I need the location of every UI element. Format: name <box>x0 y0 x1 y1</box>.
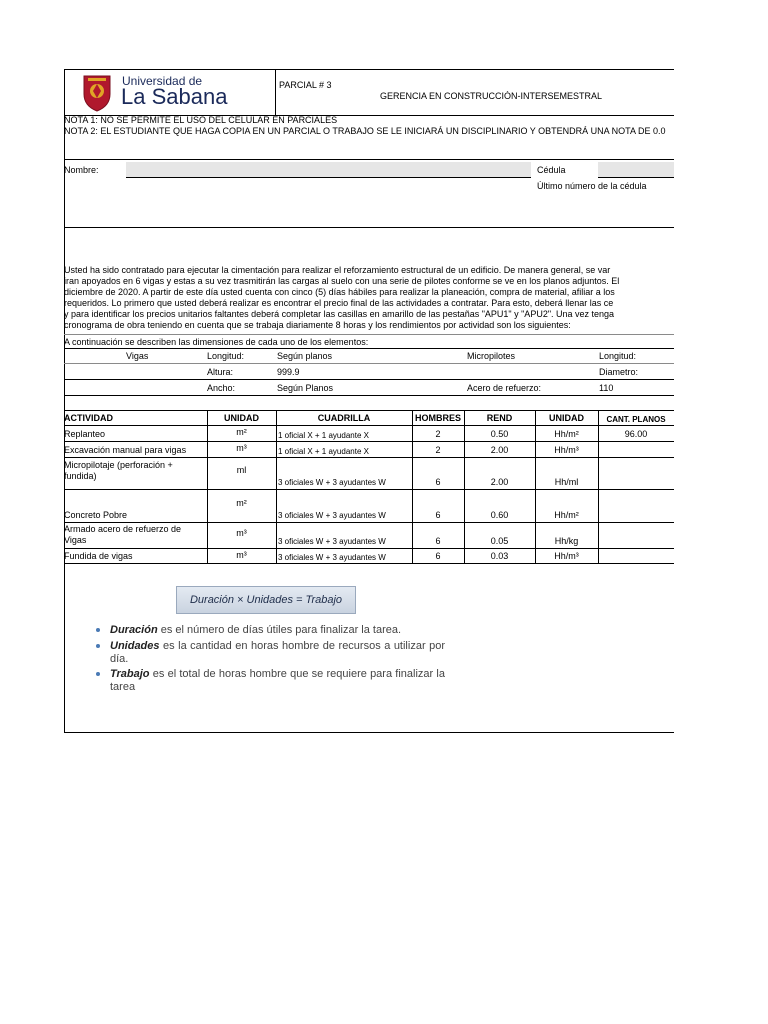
cell-rend: 2.00 <box>490 445 509 455</box>
table-rule <box>64 410 674 411</box>
cell-unidad2: Hh/m² <box>554 429 579 439</box>
cell-actividad: Armado acero de refuerzo de Vigas <box>64 524 182 545</box>
cell-actividad: Concreto Pobre <box>64 510 128 520</box>
university-logo <box>82 73 232 113</box>
header-cant-planos: CANT. PLANOS <box>606 415 666 424</box>
table-rule <box>64 457 674 458</box>
header-hombres: HOMBRES <box>414 413 461 423</box>
bullet-text <box>110 624 445 637</box>
logo-line1: Universidad de <box>122 74 203 88</box>
cell-hombres: 6 <box>435 536 441 546</box>
bullet-dot <box>96 644 100 648</box>
dimensions-rule <box>64 395 674 396</box>
university-crest-icon <box>82 74 112 112</box>
ancho-label: Ancho: <box>207 383 236 393</box>
parcial-label: PARCIAL # 3 <box>279 80 332 90</box>
cell-unidad: m³ <box>236 550 247 560</box>
cell-unidad2: Hh/m² <box>554 510 579 520</box>
cell-cuadrilla: 1 oficial X + 1 ayudante X <box>278 431 369 440</box>
header-actividad: ACTIVIDAD <box>64 413 113 423</box>
paragraph-bottom-border <box>64 334 674 335</box>
cell-rend: 0.05 <box>490 536 509 546</box>
cell-rend: 0.50 <box>490 429 509 439</box>
cedula-label: Cédula <box>537 165 566 175</box>
acero-value: 110 <box>599 383 614 393</box>
paragraph-line: y para identificar los precios unitarios faltantes deberá completar las casillas en amarillo de las pestañas "APU1" y "APU2". Una vez tenga <box>64 309 615 319</box>
cell-rend: 2.00 <box>490 477 509 487</box>
header-divider <box>275 69 276 115</box>
bullet-unidades <box>96 640 446 668</box>
cell-actividad: Micropilotaje (perforación + fundida) <box>64 460 173 481</box>
header-cuadrilla: CUADRILLA <box>317 413 371 423</box>
nombre-input[interactable] <box>126 162 531 178</box>
dimensions-rule <box>64 348 674 349</box>
header-rend: REND <box>486 413 513 423</box>
header-unidad2: UNIDAD <box>549 413 584 423</box>
table-rule <box>64 522 674 523</box>
bullet-text <box>110 640 445 666</box>
cell-cuadrilla: 3 oficiales W + 3 ayudantes W <box>278 553 386 562</box>
nota-1: NOTA 1: NO SE PERMITE EL USO DEL CELULAR EN PARCIALES <box>64 115 338 125</box>
logo-line2: La Sabana <box>121 84 228 109</box>
paragraph-line: Usted ha sido contratado para ejecutar la cimentación para realizar el reforzamiento estructural de un edificio. De manera general, se var <box>64 265 611 275</box>
cell-unidad: m² <box>236 498 247 508</box>
ultimo-numero-label: Último número de la cédula <box>537 181 647 191</box>
micropilotes-label: Micropilotes <box>467 351 516 361</box>
bullet-dot <box>96 628 100 632</box>
cell-unidad2: Hh/m³ <box>554 551 579 561</box>
table-rule <box>64 563 674 564</box>
cell-actividad: Excavación manual para vigas <box>64 445 187 455</box>
altura-value: 999.9 <box>277 367 300 377</box>
table-rule <box>64 548 674 549</box>
dimensions-intro: A continuación se describen las dimensiones de cada uno de los elementos: <box>64 337 369 347</box>
sheet-bottom-border <box>64 732 674 733</box>
course-title: GERENCIA EN CONSTRUCCIÓN-INTERSEMESTRAL <box>380 91 603 101</box>
cell-cuadrilla: 3 oficiales W + 3 ayudantes W <box>278 478 386 487</box>
cell-unidad2: Hh/kg <box>554 536 579 546</box>
cell-cuadrilla: 3 oficiales W + 3 ayudantes W <box>278 537 386 546</box>
header-unidad: UNIDAD <box>224 413 259 423</box>
bullet-rest: es la cantidad en horas hombre de recursos a utilizar por día. <box>110 640 445 665</box>
bullet-rest: es el número de días útiles para finalizar la tarea. <box>157 624 402 636</box>
student-bottom-border <box>64 227 674 228</box>
vigas-longitud-value: Según planos <box>277 351 333 361</box>
notes-bottom-border <box>64 159 674 160</box>
formula-banner: Duración × Unidades = Trabajo <box>176 586 356 614</box>
table-col-rule <box>276 410 277 563</box>
cell-unidad2: Hh/m³ <box>554 445 579 455</box>
bullet-text <box>110 668 445 694</box>
paragraph-line: diciembre de 2020. A partir de este día usted cuenta con cinco (5) días hábiles para realizar la planeación, compra de material, afiliar a los <box>64 287 615 297</box>
nota-2: NOTA 2: EL ESTUDIANTE QUE HAGA COPIA EN UN PARCIAL O TRABAJO SE LE INICIARÁ UN DISCIPLINARIO Y OBTENDRÁ UNA NOTA DE 0.0 <box>64 126 666 136</box>
micropilotes-longitud-label: Longitud: <box>599 351 637 361</box>
bullet-term: Duración <box>110 624 158 636</box>
cell-unidad: m³ <box>236 528 247 538</box>
cell-hombres: 6 <box>435 477 441 487</box>
paragraph-line: requeridos. Lo primero que usted deberá realizar es encontrar el precio final de las actividades a contratar. Para esto, deberá llenar las ce <box>64 298 614 308</box>
cell-cuadrilla: 1 oficial X + 1 ayudante X <box>278 447 369 456</box>
cell-unidad: m³ <box>236 443 247 453</box>
bullet-term: Trabajo <box>110 668 150 680</box>
cell-unidad: m² <box>236 427 247 437</box>
cedula-input[interactable] <box>598 162 674 178</box>
cell-cant-planos[interactable]: 96.00 <box>624 429 648 439</box>
nombre-label: Nombre: <box>64 165 99 175</box>
cell-hombres: 6 <box>435 510 441 520</box>
diametro-label: Diametro: <box>599 367 639 377</box>
paragraph-line: iran apoyados en 6 vigas y estas a su vez trasmitirán las cargas al suelo con una serie de pilotes conforme se ve en los planos adjuntos. El <box>64 276 620 286</box>
bullet-trabajo <box>96 668 446 696</box>
paragraph-line: cronograma de obra teniendo en cuenta que se trabaja diariamente 8 horas y los rendimientos por actividad son los siguientes: <box>64 320 571 330</box>
vigas-longitud-label: Longitud: <box>207 351 245 361</box>
bullet-rest: es el total de horas hombre que se requiere para finalizar la tarea <box>110 668 445 693</box>
cell-rend: 0.60 <box>490 510 509 520</box>
altura-label: Altura: <box>207 367 234 377</box>
cell-actividad: Replanteo <box>64 429 106 439</box>
cell-cuadrilla: 3 oficiales W + 3 ayudantes W <box>278 511 386 520</box>
cell-unidad2: Hh/ml <box>554 477 579 487</box>
ancho-value: Según Planos <box>277 383 334 393</box>
cell-hombres: 2 <box>435 429 441 439</box>
bullet-duracion <box>96 624 446 638</box>
cell-rend: 0.03 <box>490 551 509 561</box>
cell-actividad: Fundida de vigas <box>64 551 133 561</box>
table-rule <box>64 489 674 490</box>
bullet-dot <box>96 672 100 676</box>
acero-label: Acero de refuerzo: <box>467 383 542 393</box>
cell-hombres: 6 <box>435 551 441 561</box>
dimensions-rule <box>64 363 674 364</box>
table-rule <box>64 425 674 426</box>
vigas-label: Vigas <box>126 351 149 361</box>
dimensions-rule <box>64 379 674 380</box>
cell-hombres: 2 <box>435 445 441 455</box>
table-rule <box>64 441 674 442</box>
header-top-border <box>64 69 674 70</box>
bullet-term: Unidades <box>110 640 160 652</box>
cell-unidad: ml <box>236 465 247 475</box>
